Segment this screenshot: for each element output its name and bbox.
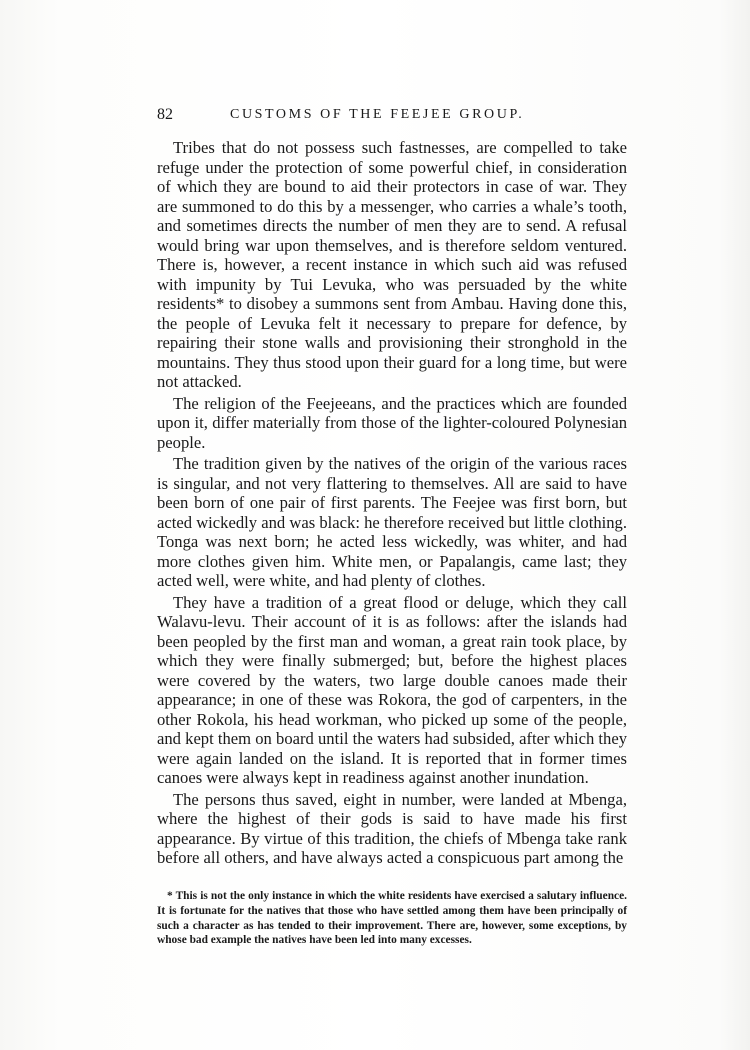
paragraph-religion: The religion of the Feejeeans, and the practices which are founded upon it, differ materially from those of the lighter-coloured Polynesian people. <box>157 393 627 452</box>
footnotes <box>157 889 627 948</box>
running-title: CUSTOMS OF THE FEEJEE GROUP. <box>230 107 525 122</box>
paragraph-tribes: Tribes that do not possess such fastnesses, are compelled to take refuge under the protection of some powerful chief, in consideration of which they are bound to aid their protectors in case of war. They are summoned to do this by a messenger, who carries a whale’s tooth, and sometimes directs the number of men they are to send. A refusal would bring war upon themselves, and is therefore seldom ventured. There is, however, a recent instance in which such aid was refused with impunity by Tui Levuka, who was persuaded by the white residents* to disobey a summons sent from Ambau. Having done this, the people of Levuka felt it necessary to prepare for defence, by repairing their stone walls and provisioning their stronghold in the mountains. They thus stood upon their guard for a long time, but were not attacked. <box>157 138 627 391</box>
paragraph-tradition-races: The tradition given by the natives of the origin of the various races is singular, and not very flattering to themselves. All are said to have been born of one pair of first parents. The Feejee was first born, but acted wickedly and was black: he therefore received but little clothing. Tonga was next born; he acted less wickedly, was whiter, and had more clothes given him. White men, or Papalangis, came last; they acted well, were white, and had plenty of clothes. <box>157 454 627 590</box>
paragraph-mbenga: The persons thus saved, eight in number, were landed at Mbenga, where the highest of their gods is said to have made his first appearance. By virtue of this tradition, the chiefs of Mbenga take rank before all others, and have always acted a conspicuous part among the <box>157 789 627 867</box>
page-number: 82 <box>157 106 173 123</box>
body-text <box>157 138 627 870</box>
paragraph-flood: They have a tradition of a great flood or deluge, which they call Walavu-levu. Their account of it is as follows: after the islands had been peopled by the first man and woman, a great rain took place, by which they were finally submerged; but, before the highest places were covered by the waters, two large double canoes made their appearance; in one of these was Rokora, the god of carpenters, in the other Rokola, his head workman, who picked up some of the people, and kept them on board until the waters had subsided, after which they were again landed on the island. It is reported that in former times canoes were always kept in readiness against another inundation. <box>157 592 627 787</box>
footnote: * This is not the only instance in which the white residents have exercised a salutary influence. It is fortunate for the natives that those who have settled among them have been principally of such a character as has tended to their improvement. There are, however, some exceptions, by whose bad example the natives have been led into many excesses. <box>157 890 627 947</box>
